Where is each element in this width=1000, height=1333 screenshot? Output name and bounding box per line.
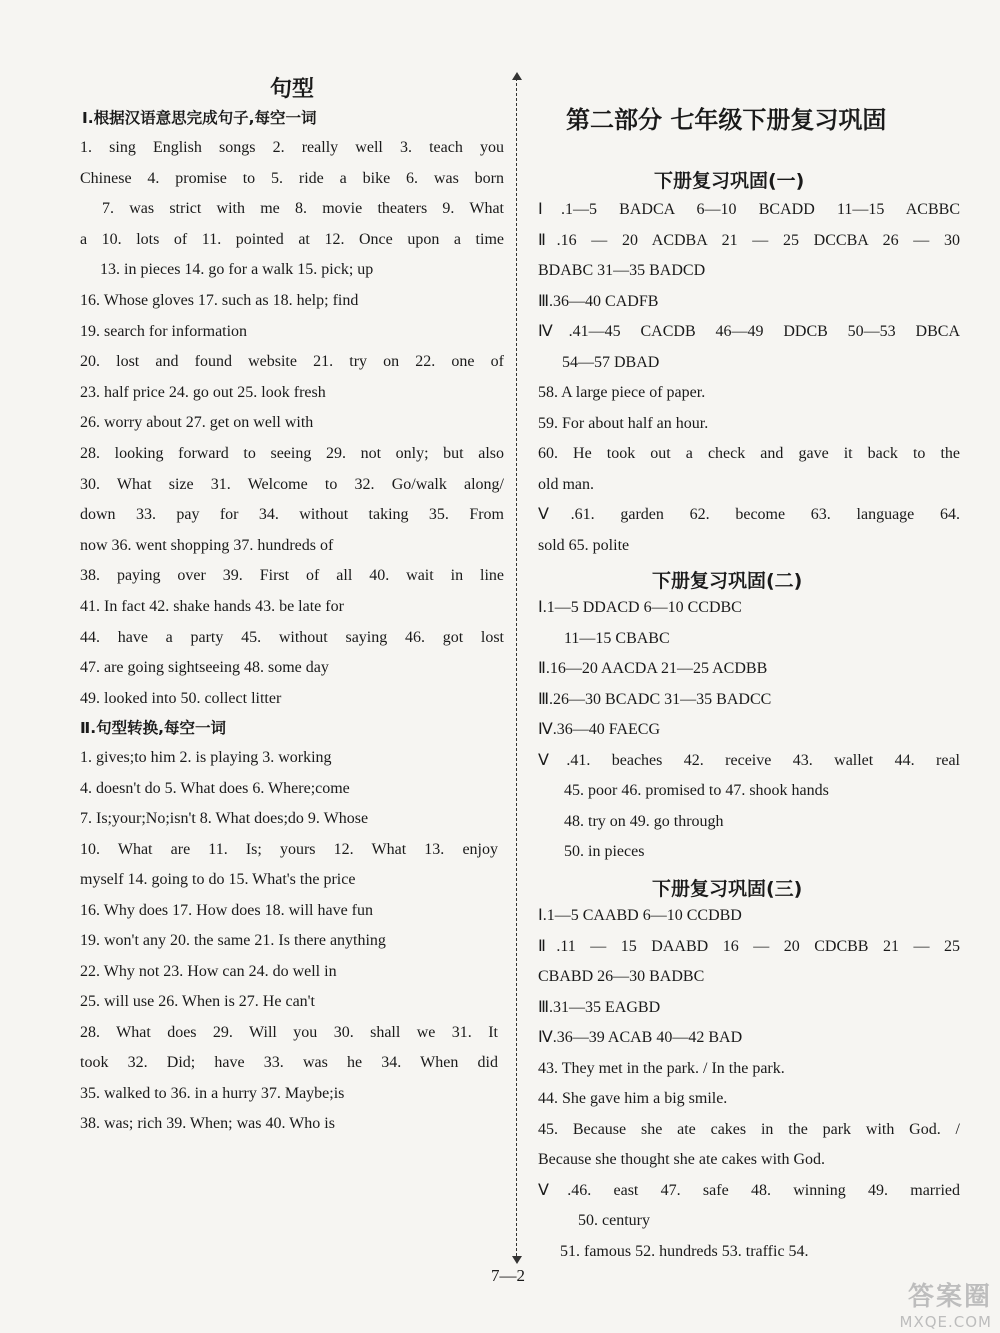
answer-line: Ⅲ.36—40 CADFB xyxy=(538,292,659,310)
answer-line: Ⅲ.26—30 BCADC 31—35 BADCC xyxy=(538,690,772,708)
answer-line: Ⅱ.16—20 AACDA 21—25 ACDBB xyxy=(538,660,768,677)
answer-line: CBABD 26—30 BADBC xyxy=(538,968,705,985)
answer-line: 26. worry about 27. get on well with xyxy=(80,414,314,432)
answer-line: 19. won't any 20. the same 21. Is there anything xyxy=(80,932,386,949)
answer-line: 43. They met in the park. / In the park. xyxy=(538,1059,785,1077)
answer-line: down 33. pay for 34. without taking 35. From xyxy=(80,506,504,524)
answer-line: 60. He took out a check and gave it back to the xyxy=(538,445,960,462)
answer-line: a 10. lots of 11. pointed at 12. Once upon a time xyxy=(80,230,504,248)
answer-line: 50. century xyxy=(578,1212,650,1229)
answer-line: Ⅰ.1—5 BADCA 6—10 BCADD 11—15 ACBBC xyxy=(538,201,960,218)
page-number: 7—2 xyxy=(491,1266,525,1285)
divider-arrow-top xyxy=(512,72,522,80)
answer-line: Ⅱ.16 — 20 ACDBA 21 — 25 DCCBA 26 — 30 xyxy=(538,231,960,249)
answer-line: 44. have a party 45. without saying 46. got lost xyxy=(80,628,504,646)
left-title: 句型 xyxy=(270,77,315,102)
answer-line: 38. was; rich 39. When; was 40. Who is xyxy=(80,1115,335,1132)
section1-heading: Ⅰ.根据汉语意思完成句子,每空一词 xyxy=(82,109,317,127)
review1-title: 下册复习巩固(一) xyxy=(654,170,805,192)
answer-line: 35. walked to 36. in a hurry 37. Maybe;is xyxy=(80,1084,345,1102)
section2-heading: Ⅱ.句型转换,每空一词 xyxy=(80,719,226,737)
answer-line: 23. half price 24. go out 25. look fresh xyxy=(80,383,326,401)
answer-line: 4. doesn't do 5. What does 6. Where;come xyxy=(80,779,350,797)
answer-line: Ⅴ.61. garden 62. become 63. language 64. xyxy=(538,506,960,523)
answer-line: sold 65. polite xyxy=(538,536,630,554)
review3-title: 下册复习巩固(三) xyxy=(652,878,803,900)
answer-line: Ⅱ.11 — 15 DAABD 16 — 20 CDCBB 21 — 25 xyxy=(538,937,960,955)
answer-line: 44. She gave him a big smile. xyxy=(538,1090,728,1107)
answer-line: 20. lost and found website 21. try on 22. one of xyxy=(80,353,504,371)
site-watermark xyxy=(832,1276,992,1331)
answer-line: Ⅰ.1—5 CAABD 6—10 CCDBD xyxy=(538,907,742,924)
answer-line: 59. For about half an hour. xyxy=(538,414,709,432)
answer-line: 41. In fact 42. shake hands 43. be late for xyxy=(80,598,344,615)
answer-line: Ⅳ.36—39 ACAB 40—42 BAD xyxy=(538,1029,743,1046)
watermark-line1: 答案圈 xyxy=(907,1282,992,1312)
answer-line: Ⅳ.36—40 FAECG xyxy=(538,721,661,738)
answer-line: Because she thought she ate cakes with God. xyxy=(538,1151,826,1168)
part-title: 第二部分 七年级下册复习巩固 xyxy=(566,106,887,134)
answer-line: myself 14. going to do 15. What's the price xyxy=(80,871,356,888)
answer-line: 1. gives;to him 2. is playing 3. working xyxy=(80,749,332,766)
watermark-line2: MXQE.COM xyxy=(899,1313,992,1331)
answer-line: 13. in pieces 14. go for a walk 15. pick; up xyxy=(100,261,374,279)
answer-line: Ⅴ.41. beaches 42. receive 43. wallet 44. real xyxy=(538,751,960,769)
answer-line: old man. xyxy=(538,475,594,493)
answer-line: 38. paying over 39. First of all 40. wait in line xyxy=(80,567,504,585)
answer-line: 19. search for information xyxy=(80,322,248,340)
answer-line: BDABC 31—35 BADCD xyxy=(538,262,706,279)
answer-line: 30. What size 31. Welcome to 32. Go/walk along/ xyxy=(80,475,504,493)
answer-line: 49. looked into 50. collect litter xyxy=(80,689,282,707)
answer-line: 7. was strict with me 8. movie theaters 9. What xyxy=(102,200,504,218)
answer-line: 1. sing English songs 2. really well 3. teach you xyxy=(80,139,504,156)
answer-line: 11—15 CBABC xyxy=(564,629,670,647)
answer-line: 28. What does 29. Will you 30. shall we 31. It xyxy=(80,1023,498,1041)
answer-line: 58. A large piece of paper. xyxy=(538,384,706,401)
answer-line: took 32. Did; have 33. was he 34. When did xyxy=(80,1054,498,1071)
answer-line: 22. Why not 23. How can 24. do well in xyxy=(80,962,337,980)
answer-line: 54—57 DBAD xyxy=(562,353,660,371)
answer-line: Ⅲ.31—35 EAGBD xyxy=(538,998,661,1016)
answer-line: Chinese 4. promise to 5. ride a bike 6. was born xyxy=(80,169,504,187)
answer-line: 25. will use 26. When is 27. He can't xyxy=(80,993,315,1010)
answer-line: 45. Because she ate cakes in the park with God. / xyxy=(538,1120,960,1138)
answer-line: Ⅰ.1—5 DDACD 6—10 CCDBC xyxy=(538,599,742,616)
answer-line: 28. looking forward to seeing 29. not only; but also xyxy=(80,445,504,462)
answer-line: 50. in pieces xyxy=(564,843,645,860)
answer-line: 48. try on 49. go through xyxy=(564,812,724,830)
answer-line: 10. What are 11. Is; yours 12. What 13. enjoy xyxy=(80,840,498,858)
review2-title: 下册复习巩固(二) xyxy=(652,570,803,592)
answer-line: Ⅳ.41—45 CACDB 46—49 DDCB 50—53 DBCA xyxy=(538,323,960,340)
answer-line: 16. Why does 17. How does 18. will have fun xyxy=(80,901,373,919)
answer-line: 45. poor 46. promised to 47. shook hands xyxy=(564,782,829,799)
answer-line: 47. are going sightseeing 48. some day xyxy=(80,659,329,677)
column-divider xyxy=(516,78,517,1256)
divider-arrow-bottom xyxy=(512,1256,522,1264)
answer-line: 51. famous 52. hundreds 53. traffic 54. xyxy=(560,1242,809,1260)
answer-line: 16. Whose gloves 17. such as 18. help; find xyxy=(80,292,359,309)
answer-line: now 36. went shopping 37. hundreds of xyxy=(80,536,334,554)
answer-line: 7. Is;your;No;isn't 8. What does;do 9. Whose xyxy=(80,810,369,827)
answer-line: Ⅴ.46. east 47. safe 48. winning 49. married xyxy=(538,1181,960,1199)
